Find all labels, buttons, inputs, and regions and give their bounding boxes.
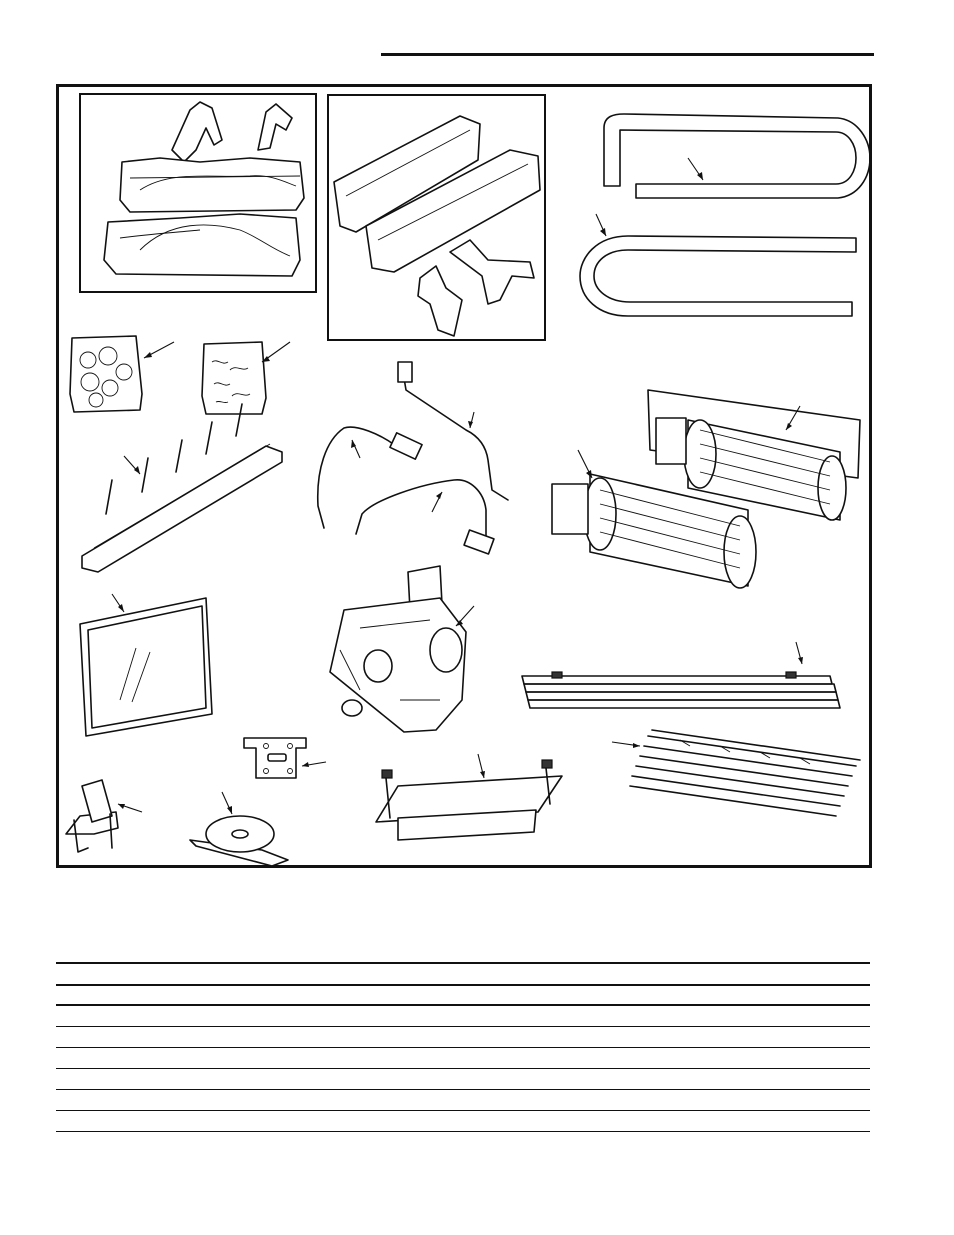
table-row-rule [56,1110,870,1111]
table-row-rule [56,1068,870,1069]
table-row-rule [56,1047,870,1048]
table-top-rule [56,962,870,964]
table-row-rule [56,1089,870,1090]
table-header-rule [56,984,870,986]
table-bottom-rule [56,1131,870,1132]
table-row-rule [56,1026,870,1027]
table-row-rule [56,1004,870,1006]
